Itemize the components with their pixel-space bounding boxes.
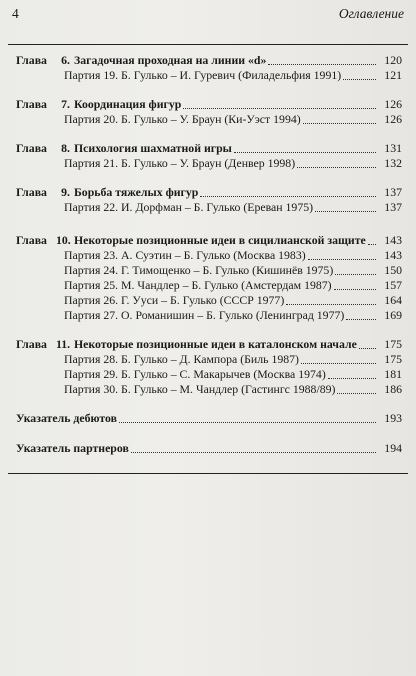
page-ref: 137 (384, 200, 402, 214)
page-ref: 132 (384, 156, 402, 170)
leader-dots (308, 249, 376, 260)
page-ref: 186 (384, 382, 402, 396)
chapter-title: Некоторые позиционные идеи в каталонском начале (74, 337, 357, 351)
chapter-title: Координация фигур (74, 97, 182, 111)
page-ref: 193 (384, 411, 402, 425)
page-ref: 181 (384, 367, 402, 381)
leader-dots (328, 368, 376, 379)
chapter-label: Глава (16, 233, 47, 247)
toc-chapter-10[interactable] (16, 232, 402, 248)
page-ref: 150 (384, 263, 402, 277)
chapter-number: 9. (61, 185, 70, 199)
game-title: Партия 19. Б. Гулько – И. Гуревич (Филадельфия 1991) (64, 68, 342, 82)
toc-game-22[interactable] (16, 199, 402, 215)
game-title: Партия 26. Г. Ууси – Б. Гулько (СССР 1977) (64, 293, 285, 307)
leader-dots (297, 157, 376, 168)
leader-dots (315, 201, 376, 212)
leader-dots (200, 186, 376, 197)
chapter-number: 10. (56, 233, 71, 247)
index-title: Указатель дебютов (16, 411, 117, 425)
chapter-number: 6. (61, 53, 70, 67)
chapter-number: 7. (61, 97, 70, 111)
toc-game-20[interactable] (16, 111, 402, 127)
toc-game-28[interactable] (16, 351, 402, 367)
leader-dots (334, 279, 376, 290)
chapter-title: Борьба тяжелых фигур (74, 185, 199, 199)
game-title: Партия 20. Б. Гулько – У. Браун (Ки-Уэст 1994) (64, 112, 301, 126)
top-rule (8, 44, 408, 45)
toc-game-24[interactable] (16, 262, 402, 278)
toc-chapter-7[interactable] (16, 96, 402, 112)
leader-dots (335, 264, 376, 275)
leader-dots (286, 294, 376, 305)
page-ref: 126 (384, 97, 402, 111)
toc-game-23[interactable] (16, 247, 402, 263)
leader-dots (183, 98, 376, 109)
page-ref: 121 (384, 68, 402, 82)
page-ref: 120 (384, 53, 402, 67)
running-head: Оглавление (338, 6, 404, 21)
leader-dots (119, 412, 376, 423)
page-ref: 126 (384, 112, 402, 126)
toc-index-partners[interactable] (16, 440, 402, 456)
page-ref: 143 (384, 233, 402, 247)
chapter-label: Глава (16, 185, 47, 199)
toc-chapter-6[interactable] (16, 52, 402, 68)
page-number: 4 (12, 6, 19, 21)
leader-dots (234, 142, 376, 153)
toc-chapter-11[interactable] (16, 336, 402, 352)
leader-dots (301, 353, 376, 364)
game-title: Партия 25. М. Чандлер – Б. Гулько (Амстердам 1987) (64, 278, 332, 292)
game-title: Партия 27. О. Романишин – Б. Гулько (Ленинград 1977) (64, 308, 345, 322)
toc-chapter-9[interactable] (16, 184, 402, 200)
chapter-number: 11. (56, 337, 71, 351)
leader-dots (131, 442, 376, 453)
toc-game-27[interactable] (16, 307, 402, 323)
chapter-title: Психология шахматной игры (74, 141, 232, 155)
chapter-label: Глава (16, 141, 47, 155)
leader-dots (359, 338, 376, 349)
index-title: Указатель партнеров (16, 441, 129, 455)
page-ref: 131 (384, 141, 402, 155)
page-ref: 175 (384, 352, 402, 366)
page-ref: 137 (384, 185, 402, 199)
toc-game-26[interactable] (16, 292, 402, 308)
game-title: Партия 22. И. Дорфман – Б. Гулько (Ереван 1975) (64, 200, 314, 214)
leader-dots (303, 113, 376, 124)
leader-dots (346, 309, 376, 320)
page-ref: 143 (384, 248, 402, 262)
page-ref: 157 (384, 278, 402, 292)
leader-dots (368, 234, 376, 245)
chapter-label: Глава (16, 337, 47, 351)
page-ref: 169 (384, 308, 402, 322)
chapter-label: Глава (16, 97, 47, 111)
game-title: Партия 24. Г. Тимощенко – Б. Гулько (Кишинёв 1975) (64, 263, 334, 277)
toc-game-25[interactable] (16, 277, 402, 293)
leader-dots (343, 69, 376, 80)
toc-game-30[interactable] (16, 381, 402, 397)
bottom-rule (8, 473, 408, 474)
game-title: Партия 29. Б. Гулько – С. Макарычев (Москва 1974) (64, 367, 326, 381)
game-title: Партия 30. Б. Гулько – М. Чандлер (Гастингс 1988/89) (64, 382, 336, 396)
page-ref: 175 (384, 337, 402, 351)
game-title: Партия 28. Б. Гулько – Д. Кампора (Биль 1987) (64, 352, 299, 366)
toc-game-29[interactable] (16, 366, 402, 382)
page-ref: 164 (384, 293, 402, 307)
page-ref: 194 (384, 441, 402, 455)
leader-dots (268, 54, 376, 65)
game-title: Партия 21. Б. Гулько – У. Браун (Денвер 1998) (64, 156, 296, 170)
toc-index-openings[interactable] (16, 410, 402, 426)
chapter-number: 8. (61, 141, 70, 155)
toc-chapter-8[interactable] (16, 140, 402, 156)
chapter-label: Глава (16, 53, 47, 67)
game-title: Партия 23. А. Суэтин – Б. Гулько (Москва 1983) (64, 248, 306, 262)
chapter-title: Загадочная проходная на линии «d» (74, 53, 267, 67)
page-header (12, 4, 404, 24)
leader-dots (337, 383, 376, 394)
chapter-title: Некоторые позиционные идеи в сицилианской защите (74, 233, 366, 247)
toc-game-21[interactable] (16, 155, 402, 171)
toc-game-19[interactable] (16, 67, 402, 83)
